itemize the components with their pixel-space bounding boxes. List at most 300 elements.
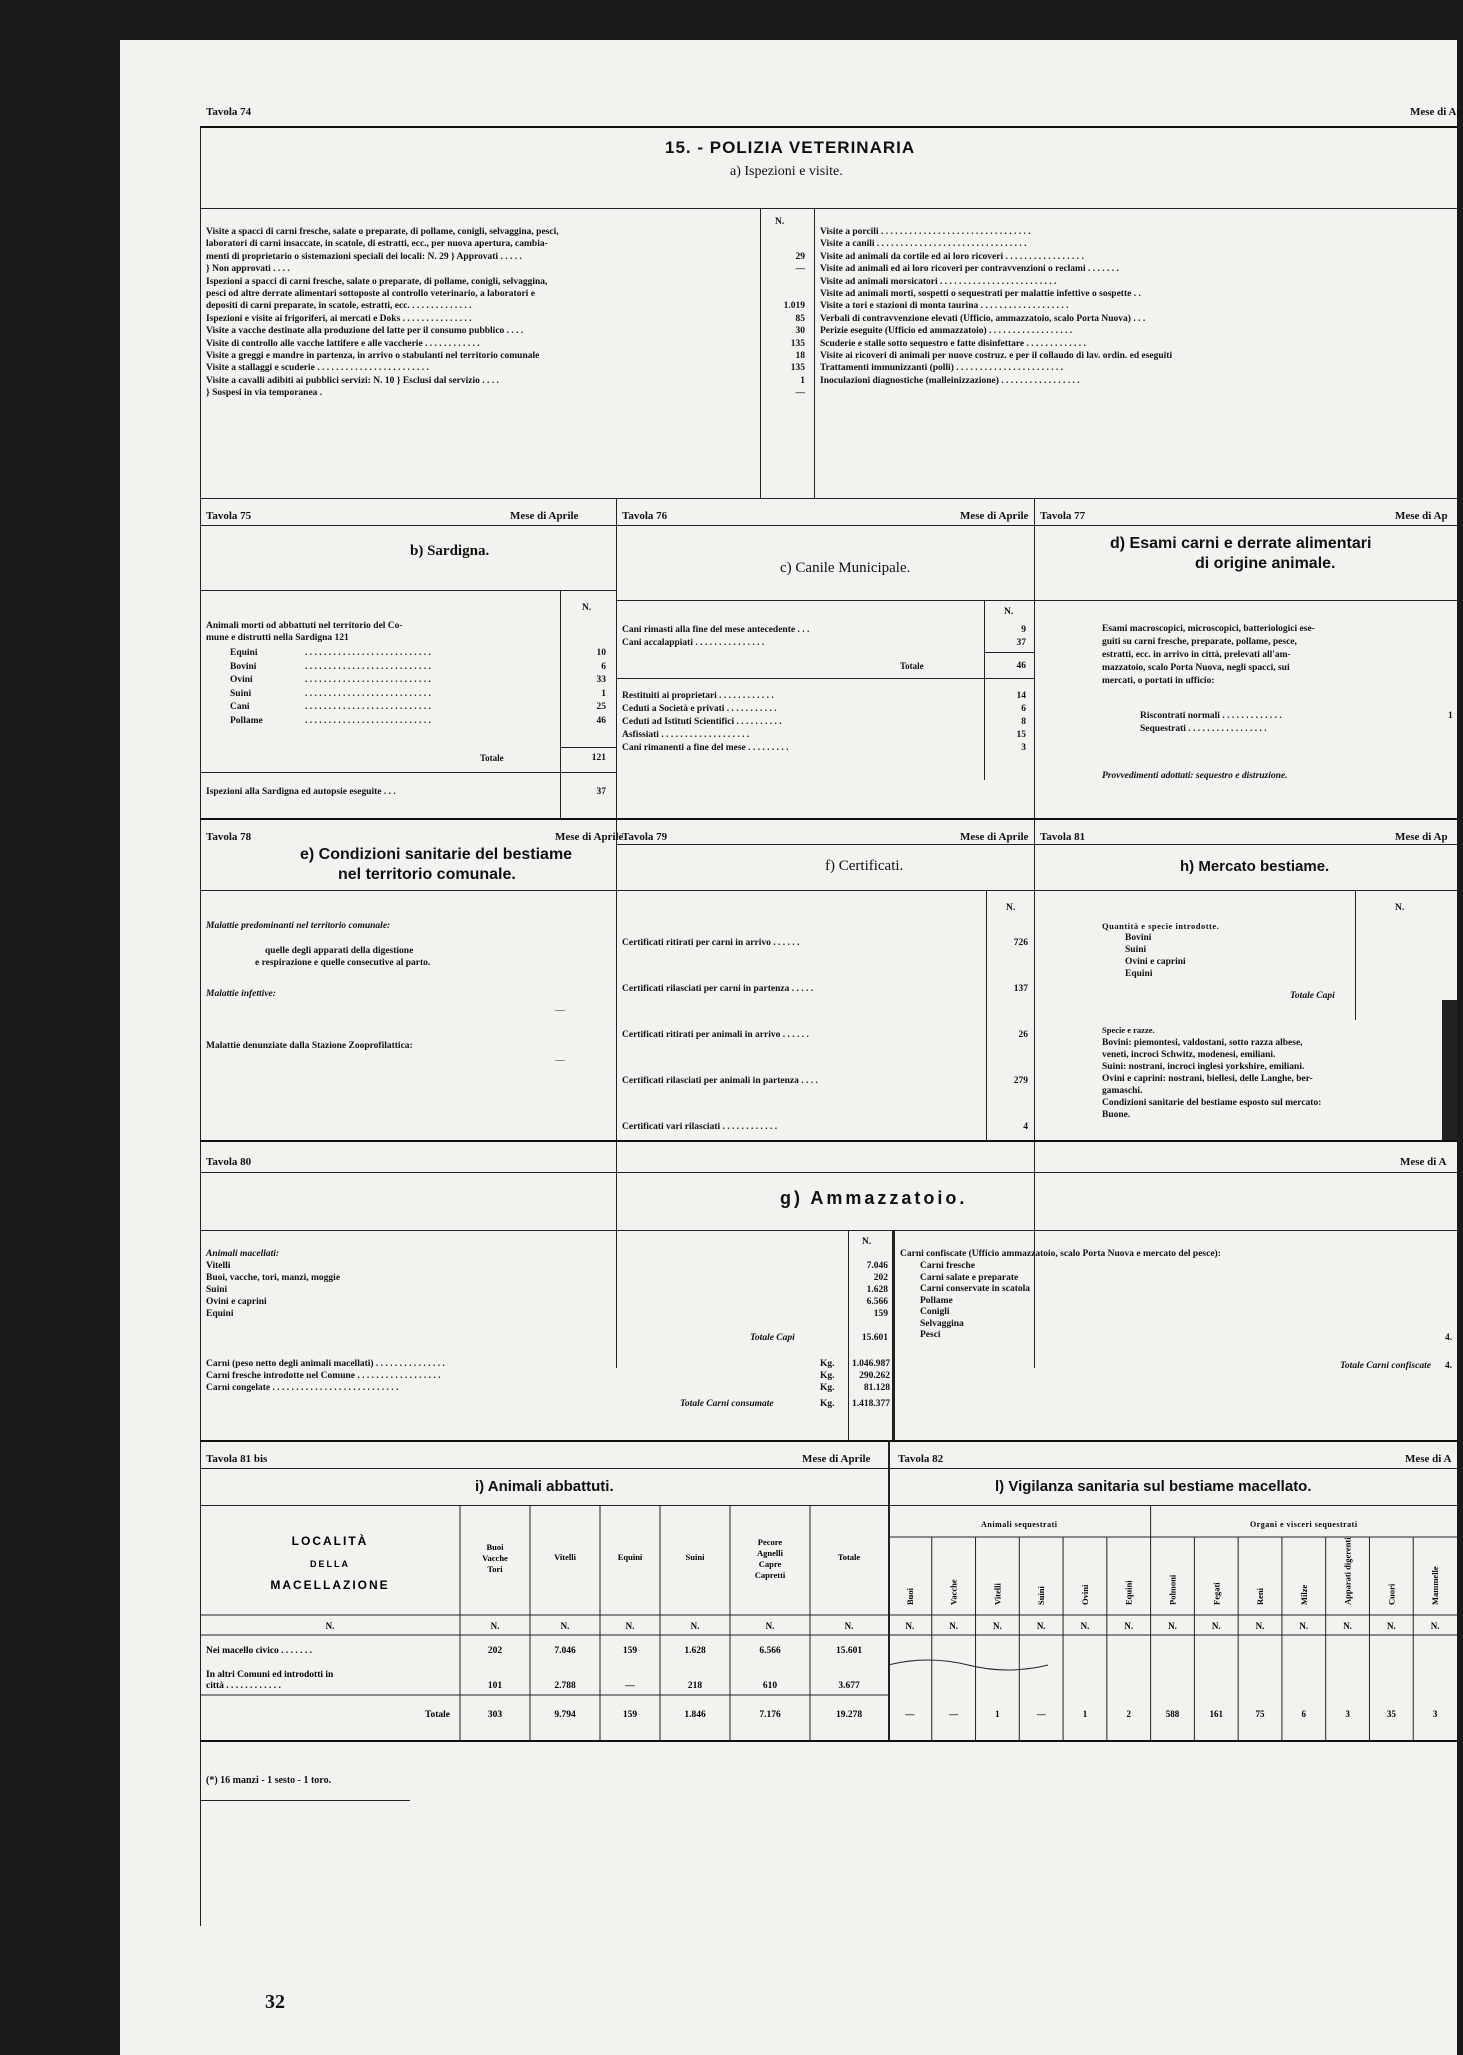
t74-row-label: Ispezioni e visite ai frigoriferi, ai mercati e Doks . . . . . . . . . . . . . . . — [206, 313, 472, 324]
t80-row-label: Suini — [206, 1285, 228, 1295]
t76-row-value: 3 — [1021, 743, 1026, 753]
col-header: Vacche — [482, 1553, 508, 1563]
t81-row-label: Equini — [1125, 969, 1153, 979]
unit-label: N. — [560, 1621, 570, 1631]
cell-value: 75 — [1255, 1709, 1265, 1719]
col-header: Apparati digerenti — [1342, 1537, 1353, 1605]
t75-row-value: 25 — [596, 702, 606, 712]
unit-label: N. — [905, 1621, 915, 1631]
t76-row-value: 8 — [1021, 717, 1026, 727]
rule — [200, 818, 1457, 820]
cell-value: 159 — [622, 1646, 638, 1656]
t75-row-label: Ovini — [230, 675, 253, 685]
divider — [616, 498, 617, 1368]
page-label: Tavola 74 — [206, 106, 252, 118]
cell-value: 35 — [1386, 1709, 1396, 1719]
t75-row-value: 46 — [596, 715, 606, 726]
t75-isp-val: 37 — [596, 787, 606, 797]
unit-label: N. — [490, 1621, 500, 1631]
t76-month: Mese di Aprile — [960, 510, 1029, 522]
t81b-note: (*) 16 manzi - 1 sesto - 1 toro. — [206, 1775, 332, 1786]
total-value: 159 — [622, 1710, 638, 1720]
t74-row-label: depositi di carni preparate, in scatole, estratti, ecc. . . . . . . . . . . . . . — [206, 301, 472, 312]
t80-row-value: 81.128 — [863, 1383, 890, 1393]
loc-heading: LOCALITÀ — [291, 1534, 369, 1548]
group-header: Animali sequestrati — [981, 1520, 1058, 1529]
unit-label: N. — [1299, 1621, 1309, 1631]
col-head: N. — [1006, 903, 1016, 913]
cell-value: 2 — [1126, 1709, 1131, 1719]
t77-title2: di origine animale. — [1195, 555, 1336, 572]
t74-right-row: Visite a tori e stazioni di monta taurina . . . . . . . . . . . . . . . . . . . — [820, 301, 1069, 312]
cell-value: 101 — [487, 1681, 503, 1691]
month-label: Mese di Ap — [1410, 106, 1463, 118]
total-value: 19.278 — [835, 1710, 863, 1720]
t74-row-label: laboratori di carni insaccate, in scatole, di estratti, ecc., per nuova apertura, cambia- — [206, 239, 548, 250]
t74-row-label: Visite di controllo alle vacche lattifere e alle vaccherie . . . . . . . . . . . . — [206, 338, 480, 349]
t78-l1a: quelle degli apparati della digestione — [265, 946, 414, 956]
col-head: N. — [862, 1237, 872, 1247]
dot-leader: . . . . . . . . . . . . . . . . . . . . . . . . . . . — [305, 688, 431, 699]
t75-isp: Ispezioni alla Sardigna ed autopsie eseguite . . . — [206, 787, 396, 797]
unit-label: N. — [1255, 1621, 1265, 1631]
cell-value: 3 — [1432, 1709, 1438, 1719]
rule — [200, 1468, 888, 1469]
t81-row-label: Ovini e caprini — [1125, 957, 1186, 967]
unit-label: N. — [1168, 1621, 1177, 1631]
total-value: 9.794 — [554, 1710, 576, 1720]
dot-leader: . . . . . . . . . . . . . . . . . . . . . . . . . . . — [305, 661, 431, 672]
t77-right-val: 1 — [1448, 711, 1453, 721]
rule — [616, 844, 1034, 845]
t74-row-label: Visite a greggi e mandre in partenza, in arrivo o stabulanti nel territorio comunale — [206, 351, 540, 361]
t77-body-line: estratti, ecc. in arrivo in città, prelevati all'am- — [1102, 650, 1291, 660]
total-label: Totale — [425, 1710, 450, 1720]
cell-value: — — [905, 1709, 915, 1719]
col-header: Ovini — [1079, 1584, 1090, 1605]
rule — [200, 1800, 410, 1801]
cell-value: — — [1036, 1709, 1046, 1719]
t76-row-value: 9 — [1021, 625, 1026, 635]
col-header: Suini — [685, 1552, 705, 1562]
t74-row-label: Visite a vacche destinate alla produzione del latte per il consumo pubblico . . . . — [206, 326, 524, 337]
row-label: città . . . . . . . . . . . . — [206, 1681, 281, 1691]
t81-q: Quantità e specie introdotte. — [1102, 921, 1220, 931]
section-subtitle: a) Ispezioni e visite. — [730, 164, 843, 179]
unit-label: N. — [949, 1621, 959, 1631]
col-header: Vitelli — [554, 1552, 576, 1562]
t76-label: Tavola 76 — [622, 510, 668, 522]
t75-row-label: Suini — [230, 688, 252, 699]
t75-intro: Animali morti od abbattuti nel territorio del Co- — [206, 621, 403, 631]
dot-leader: . . . . . . . . . . . . . . . . . . . . . . . . . . . — [305, 702, 431, 712]
t74-right-row: Perizie eseguite (Ufficio ed ammazzatoio) . . . . . . . . . . . . . . . . . . — [820, 326, 1073, 337]
t74-right-row: Trattamenti immunizzanti (polli) . . . . . . . . . . . . . . . . . . . . . . . — [820, 363, 1064, 374]
t80-row-value: 202 — [873, 1273, 888, 1283]
t74-right-row: Visite ad animali morsicatori . . . . . . . . . . . . . . . . . . . . . . . . . — [820, 276, 1057, 287]
t81-total-label: Totale Capi — [1290, 991, 1335, 1001]
cell-value: — — [949, 1709, 959, 1719]
t80-row-label: Carni fresche introdotte nel Comune . . . . . . . . . . . . . . . . . . — [206, 1371, 441, 1381]
t74-row-value: 18 — [795, 351, 805, 361]
t75-row-label: Bovini — [230, 661, 257, 672]
t75-intro: mune e distrutti nella Sardigna 121 — [206, 633, 349, 643]
t80-carni-row: Carni conservate in scatola — [920, 1284, 1031, 1294]
t80-carni: Carni confiscate (Ufficio ammazzatoio, scalo Porta Nuova e mercato del pesce): — [900, 1249, 1221, 1259]
t81-label: Tavola 81 — [1040, 831, 1086, 843]
unit-label: N. — [1343, 1621, 1352, 1631]
t74-row-value: 29 — [795, 251, 805, 262]
rule — [200, 208, 1457, 209]
rule — [200, 590, 616, 591]
unit-label: N. — [1211, 1621, 1221, 1631]
t77-title: d) Esami carni e derrate alimentari — [1110, 535, 1372, 552]
t74-right-row: Scuderie e stalle sotto sequestro e fatte disinfettare . . . . . . . . . . . . . — [820, 338, 1086, 349]
t80-row-unit: Kg. — [820, 1383, 835, 1393]
cell-value: 6 — [1301, 1709, 1307, 1719]
total-value: 303 — [487, 1710, 503, 1720]
col-header: Buoi — [486, 1542, 504, 1552]
col-header: Equini — [1123, 1580, 1134, 1605]
dark-edge — [1442, 1000, 1457, 1140]
divider — [1355, 890, 1356, 1020]
t80-tot2-unit: Kg. — [820, 1399, 835, 1409]
t80-tot2-label: Totale Carni consumate — [680, 1399, 774, 1409]
t82-title: l) Vigilanza sanitaria sul bestiame macellato. — [995, 1478, 1312, 1495]
divider — [814, 208, 815, 498]
cell-value: 7.046 — [554, 1646, 576, 1656]
cell-value: 1 — [995, 1709, 1000, 1719]
divider — [984, 600, 985, 780]
col-header: Milze — [1298, 1584, 1309, 1605]
rule — [1034, 844, 1457, 845]
t80-carni-row: Carni fresche — [920, 1261, 975, 1271]
t80-row-value: 290.262 — [859, 1371, 890, 1381]
t80-title: g) Ammazzatoio. — [780, 1188, 968, 1208]
t81-body-line: Condizioni sanitarie del bestiame esposto sul mercato: — [1102, 1098, 1322, 1108]
cell-value: 1 — [1082, 1709, 1088, 1719]
t76-row-label: Ceduti ad Istituti Scientifici . . . . . . . . . . — [622, 717, 782, 727]
t74-right-row: Visite a porcili . . . . . . . . . . . . . . . . . . . . . . . . . . . . . . . . — [820, 227, 1031, 237]
divider — [848, 1230, 849, 1440]
t79-row-label: Certificati rilasciati per animali in partenza . . . . — [622, 1076, 818, 1086]
t81b-title: i) Animali abbattuti. — [475, 1478, 614, 1495]
t80-carni-row: Conigli — [920, 1307, 950, 1317]
t76-title: c) Canile Municipale. — [780, 560, 911, 576]
t78-l2: Malattie infettive: — [206, 989, 276, 999]
t82-label: Tavola 82 — [898, 1453, 944, 1465]
dot-leader: . . . . . . . . . . . . . . . . . . . . . . . . . . . — [305, 648, 431, 658]
t75-row-label: Equini — [230, 648, 258, 658]
t76-row-value: 37 — [1016, 638, 1026, 648]
t80-carni-row: Selvaggina — [920, 1318, 964, 1329]
t74-right-row: Visite ad animali da cortile ed ai loro ricoveri . . . . . . . . . . . . . . . . . — [820, 251, 1084, 262]
t76-row-label: Cani rimanenti a fine del mese . . . . . . . . . — [622, 743, 789, 753]
cell-value: 3.677 — [838, 1681, 860, 1691]
t80-row-label: Carni congelate . . . . . . . . . . . . . . . . . . . . . . . . . . . — [206, 1383, 399, 1393]
t79-row-label: Certificati ritirati per animali in arrivo . . . . . . — [622, 1030, 809, 1040]
t80-tot1-label: Totale Capi — [750, 1333, 795, 1343]
section-title: 15. - POLIZIA VETERINARIA — [665, 138, 916, 157]
t80-side-value: 4. — [1445, 1361, 1453, 1371]
scribble-mark — [888, 1660, 1048, 1670]
rule — [616, 678, 1034, 679]
t75-title: b) Sardigna. — [410, 543, 490, 559]
t77-provv: Provvedimenti adottati: sequestro e distruzione. — [1102, 771, 1288, 781]
col-header: Pecore — [757, 1537, 783, 1547]
t81b-month: Mese di Aprile — [802, 1453, 871, 1465]
t78-label: Tavola 78 — [206, 831, 252, 843]
t81-row-label: Suini — [1125, 945, 1147, 955]
t75-row-label: Cani — [230, 702, 250, 712]
unit-label: N. — [1036, 1621, 1046, 1631]
t75-total: 121 — [591, 753, 606, 763]
col-header: Capretti — [754, 1570, 786, 1580]
t77-body-line: Esami macroscopici, microscopici, batteriologici ese- — [1102, 624, 1315, 634]
t79-label: Tavola 79 — [622, 831, 668, 843]
divider — [892, 1230, 895, 1440]
unit-label: N. — [1124, 1621, 1134, 1631]
t74-row-label: Visite a spacci di carni fresche, salate o preparate, di pollame, conigli, selvaggina, pesci, — [206, 227, 559, 237]
t74-row-label: menti di proprietario o sistemazioni speciali dei locali: N. 29 } Approvati . . . . . — [206, 251, 522, 262]
t79-row-value: 137 — [1013, 984, 1028, 994]
t74-row-value: 30 — [795, 326, 805, 337]
col-header: Polmoni — [1167, 1574, 1178, 1605]
col-header: Buoi — [904, 1587, 915, 1605]
rule — [1034, 890, 1457, 891]
t78-l1b: e respirazione e quelle consecutive al parto. — [255, 958, 431, 968]
t78-title: e) Condizioni sanitarie del bestiame — [300, 846, 573, 863]
unit-label: N. — [625, 1621, 635, 1631]
t74-row-value: — — [795, 264, 805, 275]
t74-row-value: 85 — [795, 313, 805, 324]
t75-row-value: 1 — [601, 688, 606, 699]
t74-row-label: Visite a stallaggi e scuderie . . . . . . . . . . . . . . . . . . . . . . . . — [206, 363, 429, 374]
t74-right-row: Visite a canili . . . . . . . . . . . . . . . . . . . . . . . . . . . . . . . . — [820, 239, 1027, 250]
divider — [760, 208, 761, 498]
cell-value: 2.788 — [554, 1681, 576, 1691]
t75-label: Tavola 75 — [206, 510, 252, 522]
t77-body-line: mazzatoio, scalo Porta Nuova, negli spacci, sui — [1102, 663, 1290, 673]
t80-month: Mese di A — [1400, 1156, 1447, 1168]
t74-row-value: 135 — [790, 363, 805, 374]
t81-body-line: veneti, incroci Schwitz, modenesi, emiliani. — [1102, 1050, 1276, 1060]
t76-row-label: Cani rimasti alla fine del mese antecedente . . . — [622, 625, 810, 635]
unit-label: N. — [325, 1621, 335, 1631]
t78-l3: Malattie denunziate dalla Stazione Zooprofilattica: — [206, 1041, 413, 1051]
rule — [1034, 600, 1457, 601]
t74-row-label: Visite a cavalli adibiti ai pubblici servizi: N. 10 } Esclusi dal servizio . . . . — [206, 375, 499, 386]
t76-total-label: Totale — [900, 661, 924, 671]
t82-month: Mese di A — [1405, 1453, 1452, 1465]
dot-leader: . . . . . . . . . . . . . . . . . . . . . . . . . . . — [305, 675, 431, 685]
t74-right-row: Visite ad animali morti, sospetti o sequestrati per malattie infettive o sospette . . — [820, 289, 1141, 299]
t79-title: f) Certificati. — [825, 858, 904, 874]
page-sheet — [120, 40, 1463, 2055]
rule — [200, 1172, 1457, 1173]
col-header: Totale — [837, 1552, 861, 1562]
cell-value: 15.601 — [835, 1646, 863, 1656]
t81-title: h) Mercato bestiame. — [1180, 858, 1330, 875]
rule — [200, 498, 1457, 499]
t80-row-unit: Kg. — [820, 1359, 835, 1369]
t77-r1: Riscontrati normali . . . . . . . . . . . . . — [1140, 711, 1282, 721]
rule — [200, 890, 616, 891]
divider — [986, 890, 987, 1140]
rule — [200, 126, 1457, 128]
t80-carni-row: Pesci — [920, 1330, 941, 1340]
row-label: Nei macello civico . . . . . . . — [206, 1646, 313, 1656]
t80-tot1: 15.601 — [861, 1333, 888, 1343]
t80-carni-row: Pollame — [920, 1295, 953, 1306]
t80-row-value: 159 — [873, 1309, 888, 1319]
t76-row-value: 6 — [1021, 704, 1026, 714]
t79-row-label: Certificati ritirati per carni in arrivo . . . . . . — [622, 938, 800, 948]
rule — [560, 747, 616, 748]
t80-row-label: Ovini e caprini — [206, 1297, 267, 1307]
t79-month: Mese di Aprile — [960, 831, 1029, 843]
t75-row-value: 10 — [596, 648, 606, 658]
t80-row-value: 1.046.987 — [852, 1359, 890, 1369]
group-header: Organi e visceri sequestrati — [1250, 1520, 1358, 1529]
t77-body-line: guiti su carni fresche, preparate, pollame, pesce, — [1102, 637, 1297, 647]
col-header: Capre — [758, 1559, 782, 1569]
rule — [200, 772, 616, 773]
t77-label: Tavola 77 — [1040, 510, 1086, 522]
col-header: Fegati — [1211, 1582, 1222, 1605]
unit-label: N. — [1430, 1621, 1440, 1631]
t81-row-label: Bovini — [1125, 933, 1152, 943]
rule — [616, 890, 1034, 891]
rule — [984, 652, 1034, 653]
t80-carni-row: Carni salate e preparate — [920, 1272, 1019, 1283]
t81-body-line: Suini: nostrani, incroci inglesi yorkshire, emiliani. — [1102, 1062, 1305, 1072]
t76-row-label: Asfissiati . . . . . . . . . . . . . . . . . . . — [622, 730, 750, 740]
t80-animali: Animali macellati: — [206, 1249, 280, 1259]
unit-label: N. — [1080, 1621, 1090, 1631]
cell-value: 202 — [487, 1646, 503, 1656]
t74-right-row: Inoculazioni diagnostiche (malleinizzazione) . . . . . . . . . . . . . . . . . — [820, 375, 1080, 386]
t81-month: Mese di Ap — [1395, 831, 1448, 843]
t80-row-value: 7.046 — [866, 1261, 888, 1271]
col-header: Mammelle — [1430, 1566, 1441, 1605]
t79-row-label: Certificati vari rilasciati . . . . . . . . . . . . — [622, 1122, 778, 1132]
unit-label: N. — [765, 1621, 775, 1631]
t81-body-line: Buone. — [1102, 1110, 1131, 1120]
rule — [616, 525, 1034, 526]
t78-title2: nel territorio comunale. — [338, 866, 516, 883]
t75-total-label: Totale — [480, 753, 504, 763]
t76-total: 46 — [1016, 661, 1026, 671]
t81-body-line: Bovini: piemontesi, valdostani, sotto razza albese, — [1102, 1038, 1303, 1048]
rule — [200, 1230, 1457, 1231]
cell-value: 1.628 — [684, 1646, 706, 1656]
unit-label: N. — [690, 1621, 700, 1631]
col-head: N. — [1004, 607, 1014, 617]
t76-row-value: 14 — [1016, 691, 1026, 701]
rule — [1034, 525, 1457, 526]
t74-right-row: Visite ad animali ed ai loro ricoveri per contravvenzioni o reclami . . . . . . . — [820, 264, 1119, 275]
cell-value: 588 — [1165, 1709, 1180, 1719]
t77-body-line: mercati, o portati in ufficio: — [1102, 676, 1215, 686]
t74-row-value: 135 — [790, 338, 805, 349]
t74-row-label: } Non approvati . . . . — [206, 264, 290, 275]
t80-tot2: 1.418.377 — [852, 1399, 890, 1409]
t79-row-value: 4 — [1023, 1122, 1028, 1132]
t80-row-label: Carni (peso netto degli animali macellati) . . . . . . . . . . . . . . . — [206, 1359, 445, 1369]
rule — [200, 1740, 1457, 1742]
t78-month: Mese di Aprile — [555, 831, 624, 843]
t74-row-label: } Sospesi in via temporanea . — [206, 388, 323, 399]
cell-value: 3 — [1345, 1709, 1350, 1719]
t77-month: Mese di Ap — [1395, 510, 1448, 522]
t75-month: Mese di Aprile — [510, 510, 579, 522]
col-header: Agnelli — [757, 1548, 783, 1558]
rule — [200, 525, 616, 526]
t75-row-label: Pollame — [230, 715, 263, 726]
page-number: 32 — [265, 1991, 285, 2013]
t80-label: Tavola 80 — [206, 1156, 252, 1168]
row-label: In altri Comuni ed introdotti in — [206, 1670, 334, 1680]
col-head: N. — [582, 603, 592, 613]
col-header: Reni — [1255, 1588, 1266, 1605]
col-header: Vacche — [948, 1579, 959, 1605]
t78-l1: Malattie predominanti nel territorio comunale: — [206, 921, 391, 931]
total-value: 1.846 — [684, 1710, 706, 1720]
t74-right-row: Verbali di contravvenzione elevati (Ufficio, ammazzatoio, scalo Porta Nuova) . . . — [820, 313, 1146, 324]
loc-heading: DELLA — [310, 1559, 350, 1569]
t76-row-label: Cani accalappiati . . . . . . . . . . . . . . . — [622, 638, 765, 648]
t75-row-value: 33 — [596, 675, 606, 685]
col-head: N. — [1395, 903, 1405, 913]
cell-value: 610 — [762, 1681, 778, 1691]
t76-row-label: Ceduti a Società e privati . . . . . . . . . . . — [622, 704, 777, 714]
t81-body-line: gamaschi. — [1102, 1086, 1143, 1096]
t74-right-row: Visite ai ricoveri di animali per nuove costruz. e per il collaudo di lav. ordin. ed eseguiti — [820, 351, 1173, 361]
t77-r2: Sequestrati . . . . . . . . . . . . . . . . . — [1140, 724, 1267, 734]
t80-row-unit: Kg. — [820, 1371, 835, 1381]
t74-row-label: Ispezioni a spacci di carni fresche, salate o preparate, di pollame, conigli, selvaggina, — [206, 276, 548, 287]
unit-label: N. — [1386, 1621, 1396, 1631]
t78-dash2: — — [555, 1056, 565, 1066]
t79-row-label: Certificati rilasciati per carni in partenza . . . . . — [622, 984, 814, 994]
rule — [616, 600, 1034, 601]
col-header: Cuori — [1386, 1583, 1397, 1605]
rule — [888, 1468, 1457, 1469]
t80-row-label: Equini — [206, 1309, 234, 1319]
col-header: Suini — [1036, 1586, 1047, 1605]
unit-label: N. — [993, 1621, 1002, 1631]
t76-row-label: Restituiti ai proprietari . . . . . . . . . . . . — [622, 691, 774, 701]
loc-heading: MACELLAZIONE — [270, 1578, 390, 1592]
col-header: Equini — [617, 1552, 643, 1562]
t81b-label: Tavola 81 bis — [206, 1453, 268, 1465]
col-header: Tori — [487, 1564, 503, 1574]
t80-row-value: 6.566 — [866, 1297, 888, 1307]
t80-row-value: 1.628 — [866, 1285, 888, 1295]
t74-row-value: — — [795, 388, 805, 399]
t80-tot4: Totale Carni confiscate — [1340, 1361, 1431, 1371]
t74-row-value: 1 — [800, 375, 805, 386]
rule — [200, 1140, 1457, 1142]
t74-row-value: 1.019 — [783, 301, 805, 312]
t80-side-value: 4. — [1445, 1333, 1453, 1343]
t74-row-label: pesci od altre derrate alimentari sottoposte al controllo veterinario, a laboratori e — [206, 289, 535, 299]
cell-value: 218 — [687, 1681, 703, 1691]
cell-value: 6.566 — [759, 1646, 781, 1656]
t75-row-value: 6 — [601, 661, 606, 672]
t79-row-value: 279 — [1013, 1076, 1028, 1086]
